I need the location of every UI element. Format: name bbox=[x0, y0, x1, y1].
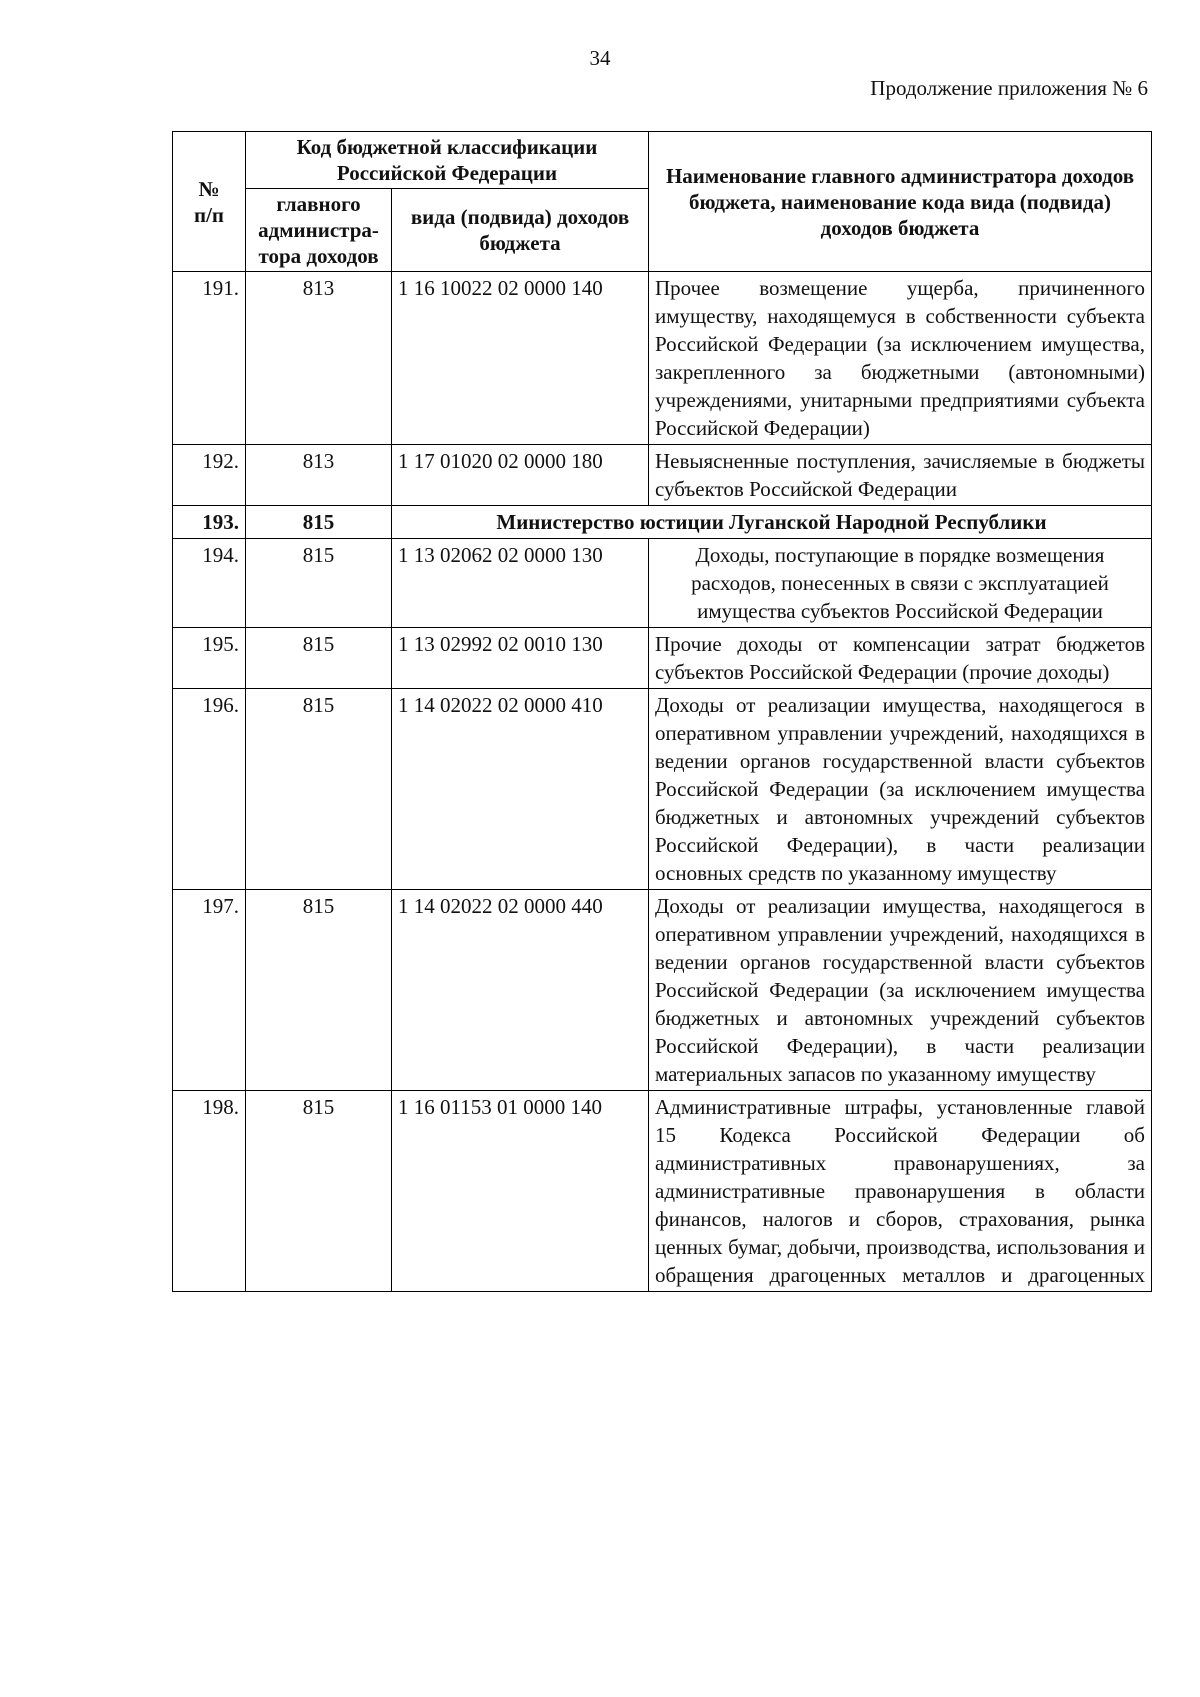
revenue-code: 1 13 02062 02 0000 130 bbox=[392, 539, 649, 628]
row-number: 197. bbox=[173, 890, 246, 1091]
revenue-code: 1 13 02992 02 0010 130 bbox=[392, 628, 649, 689]
table-row bbox=[173, 689, 1152, 890]
table-row bbox=[173, 445, 1152, 506]
table-row bbox=[173, 628, 1152, 689]
revenue-name: Прочие доходы от компенсации затрат бюджетов субъектов Российской Федерации (прочие доходы) bbox=[649, 628, 1152, 689]
revenue-name: Невыясненные поступления, зачисляемые в бюджеты субъектов Российской Федерации bbox=[649, 445, 1152, 506]
revenue-code: 1 16 01153 01 0000 140 bbox=[392, 1091, 649, 1292]
table-row bbox=[173, 272, 1152, 445]
continuation-label: Продолжение приложения № 6 bbox=[870, 76, 1148, 100]
revenue-name: Доходы от реализации имущества, находящегося в оперативном управлении учреждений, находящихся в ведении органов государственной власти субъектов Российской Федерации (за исключением имущества бюджетных и автономных учреждений субъектов Российской Федерации), в части реализации основных средств по указанному имуществу bbox=[649, 689, 1152, 890]
admin-code: 815 bbox=[246, 628, 392, 689]
row-number: 192. bbox=[173, 445, 246, 506]
admin-code: 813 bbox=[246, 445, 392, 506]
row-number: 193. bbox=[173, 506, 246, 539]
admin-code: 815 bbox=[246, 506, 392, 539]
table-body bbox=[173, 272, 1152, 1292]
header-code: вида (подвида) доходов бюджета bbox=[392, 189, 649, 272]
row-number: 198. bbox=[173, 1091, 246, 1292]
row-number: 196. bbox=[173, 689, 246, 890]
header-name: Наименование главного администратора доходов бюджета, наименование кода вида (подвида) доходов бюджета bbox=[649, 132, 1152, 272]
table-row bbox=[173, 890, 1152, 1091]
revenue-code: 1 16 10022 02 0000 140 bbox=[392, 272, 649, 445]
row-number: 191. bbox=[173, 272, 246, 445]
admin-code: 815 bbox=[246, 890, 392, 1091]
admin-code: 815 bbox=[246, 1091, 392, 1292]
admin-code: 813 bbox=[246, 272, 392, 445]
table-header bbox=[173, 132, 1152, 272]
row-number: 195. bbox=[173, 628, 246, 689]
revenue-code: 1 17 01020 02 0000 180 bbox=[392, 445, 649, 506]
table-row bbox=[173, 539, 1152, 628]
revenue-name: Доходы, поступающие в порядке возмещения расходов, понесенных в связи с эксплуатацией имущества субъектов Российской Федерации bbox=[649, 539, 1152, 628]
revenue-code: 1 14 02022 02 0000 440 bbox=[392, 890, 649, 1091]
revenue-name: Административные штрафы, установленные главой 15 Кодекса Российской Федерации об административных правонарушениях, за административные правонарушения в области финансов, налогов и сборов, страхования, рынка ценных бумаг, добычи, производства, использования и обращения драгоценных металлов и драгоценных bbox=[649, 1091, 1152, 1292]
admin-code: 815 bbox=[246, 539, 392, 628]
page-number: 34 bbox=[589, 46, 611, 70]
revenue-name: Прочее возмещение ущерба, причиненного имуществу, находящемуся в собственности субъекта Российской Федерации (за исключением имущества, закрепленного за бюджетными (автономными) учреждениями, унитарными предприятиями субъекта Российской Федерации) bbox=[649, 272, 1152, 445]
revenue-code: 1 14 02022 02 0000 410 bbox=[392, 689, 649, 890]
revenue-admin-table bbox=[172, 131, 1152, 1292]
administrator-name: Министерство юстиции Луганской Народной Республики bbox=[392, 506, 1152, 539]
table-row bbox=[173, 1091, 1152, 1292]
header-num: № п/п bbox=[173, 132, 246, 272]
table-row bbox=[173, 506, 1152, 539]
row-number: 194. bbox=[173, 539, 246, 628]
revenue-name: Доходы от реализации имущества, находящегося в оперативном управлении учреждений, находящихся в ведении органов государственной власти субъектов Российской Федерации (за исключением имущества бюджетных и автономных учреждений субъектов Российской Федерации), в части реализации материальных запасов по указанному имуществу bbox=[649, 890, 1152, 1091]
admin-code: 815 bbox=[246, 689, 392, 890]
header-admin: главного администра-тора доходов bbox=[246, 189, 392, 272]
header-kbk-group: Код бюджетной классификации Российской Федерации bbox=[246, 132, 649, 189]
